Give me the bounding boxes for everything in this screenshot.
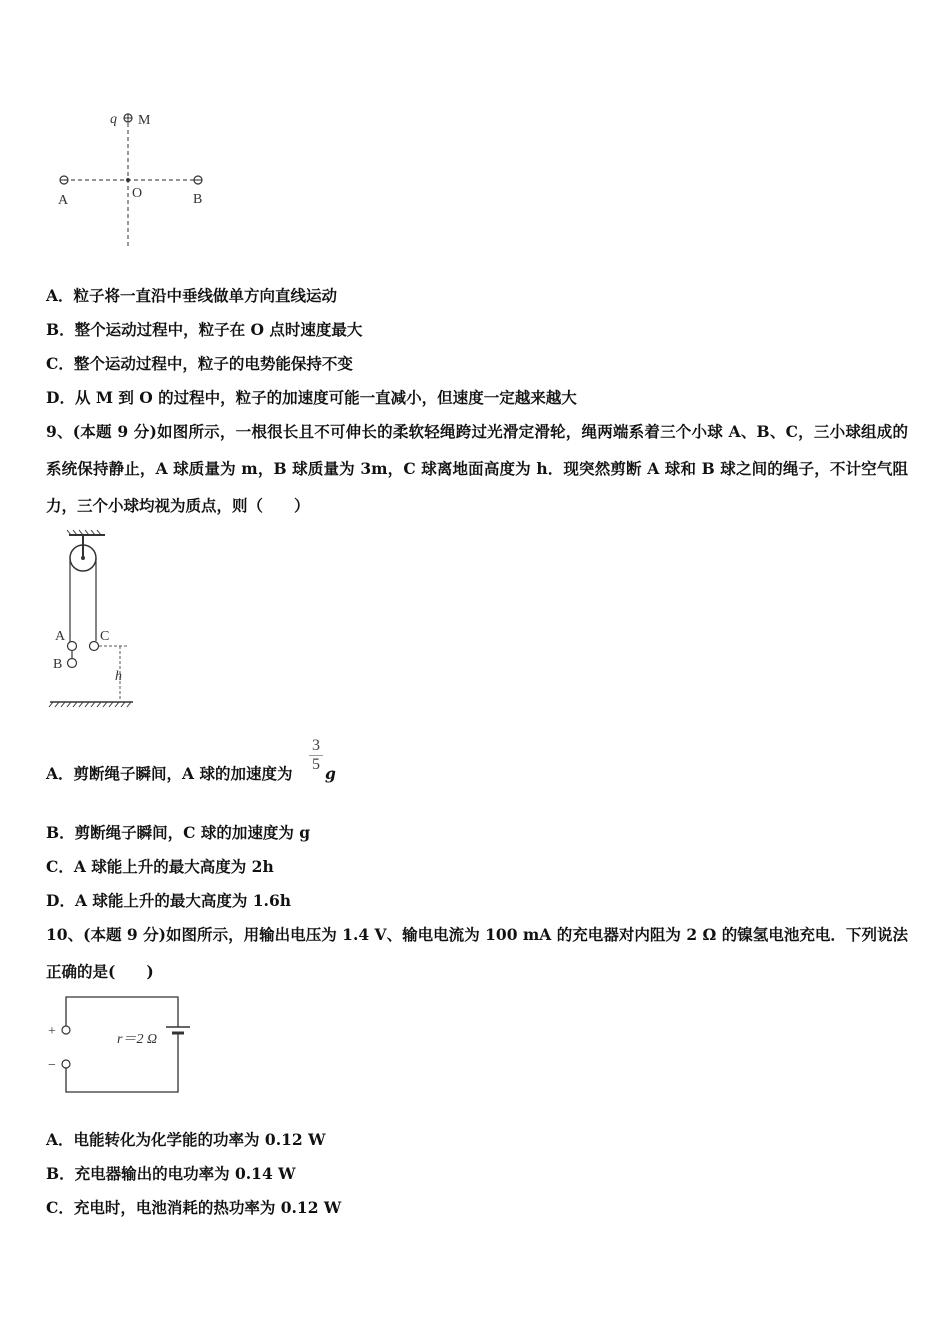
charge-axis-figure — [50, 105, 230, 255]
label-m: M — [138, 113, 151, 128]
fraction-three-fifths — [309, 737, 323, 774]
q10-option-c: C．充电时，电池消耗的热功率为 0.12 W — [46, 1198, 342, 1217]
point-o-dot — [126, 178, 130, 182]
q9-option-c: C．A 球能上升的最大高度为 2h — [46, 857, 274, 876]
label-c: C — [100, 629, 110, 644]
q8-option-b: B．整个运动过程中，粒子在 O 点时速度最大 — [46, 320, 363, 339]
q8-option-d: D．从 M 到 O 的过程中，粒子的加速度可能一直减小，但速度一定越来越大 — [46, 388, 577, 407]
label-h: h — [115, 669, 122, 684]
q9-stem: 9、(本题 9 分)如图所示，一根很长且不可伸长的柔软轻绳跨过光滑定滑轮，绳两端系着三个小球 A、B、C，三小球组成的系统保持静止，A 球质量为 m，B 球质量为 3m，C 球离地面高度为 h．现突然剪断 A 球和 B 球之间的绳子，不计空气阻力，三个小球均视为质点，则（ ） — [46, 422, 908, 515]
ball-c — [90, 642, 99, 651]
q8-option-c: C．整个运动过程中，粒子的电势能保持不变 — [46, 354, 353, 373]
fraction-denominator: 5 — [312, 756, 320, 773]
label-b: B — [53, 657, 63, 672]
plus-sign: + — [48, 1024, 56, 1039]
q10-stem: 10、(本题 9 分)如图所示，用输出电压为 1.4 V、输电电流为 100 mA 的充电器对内阻为 2 Ω 的镍氢电池充电．下列说法正确的是( ) — [46, 925, 908, 981]
q10-option-a: A．电能转化为化学能的功率为 0.12 W — [46, 1130, 326, 1149]
label-a: A — [58, 193, 69, 208]
ball-b — [68, 659, 77, 668]
label-a: A — [55, 629, 66, 644]
gravity-symbol: g — [325, 764, 336, 783]
q8-option-a: A．粒子将一直沿中垂线做单方向直线运动 — [46, 286, 338, 305]
q9-option-a: A．剪断绳子瞬间，A 球的加速度为 — [46, 764, 293, 783]
q9-option-b: B．剪断绳子瞬间，C 球的加速度为 g — [46, 823, 311, 842]
label-o: O — [132, 186, 143, 201]
q9-option-d: D．A 球能上升的最大高度为 1.6h — [46, 891, 291, 910]
fraction-numerator: 3 — [309, 737, 323, 756]
negative-terminal — [62, 1060, 70, 1068]
label-b: B — [193, 192, 203, 207]
pulley-figure — [45, 528, 145, 713]
circuit-figure — [44, 990, 204, 1100]
resistance-label: r＝2 Ω — [117, 1032, 158, 1047]
ball-a — [68, 642, 77, 651]
label-q: q — [110, 112, 117, 127]
q10-option-b: B．充电器输出的电功率为 0.14 W — [46, 1164, 296, 1183]
minus-sign: − — [48, 1058, 56, 1073]
positive-terminal — [62, 1026, 70, 1034]
